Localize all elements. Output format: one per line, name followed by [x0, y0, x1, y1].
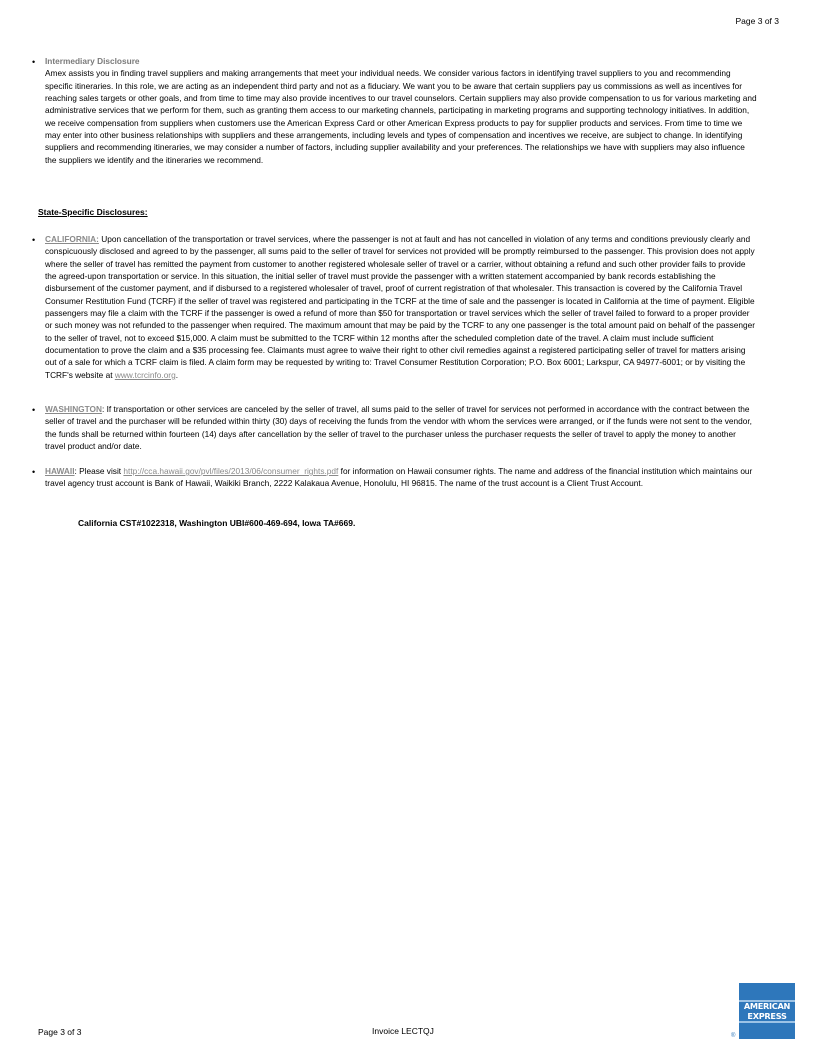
bullet-dot: • [32, 405, 36, 415]
logo-text [739, 1001, 795, 1021]
hawaii-consumer-rights-link[interactable]: http://cca.hawaii.gov/pvl/files/2013/06/consumer_rights.pdf [123, 466, 339, 476]
tcrf-website-link[interactable]: www.tcrcinfo.org [114, 369, 176, 380]
bullet-dot: • [32, 57, 36, 67]
california-body: Upon cancellation of the transportation or travel services, where the passenger is not at fault and has not cancelled in violation of any terms and conditions previously clearly and conspicuously disclosed and agreed to by the passenger, all sums paid to the seller of travel for services not provided will be promptly reimbursed to the passenger. This provision does not apply where the seller of travel has remitted the payment from customer to another registered wholesale seller of travel or a carrier, without obtaining a refund and such other provider fails to provide the agreed-upon transportation or service. In this situation, the initial seller of travel must provide the passenger with a written statement accompanied by bank records establishing the disbursement of the customer payment, and if disbursed to a registered wholesaler of travel, proof of current registration of that wholesaler. This transaction is covered by the California Travel Consumer Restitution Fund (TCRF) if the seller of travel was registered and participating in the TCRF at the time of sale and the passenger is located in California at the time of payment. Eligible passengers may file a claim with the TCRF if the passenger is owed a refund of more than $50 for transportation or travel services which the seller of travel failed to forward to a proper provider or such money was not refunded to the passenger when required. The maximum amount that may be paid by the TCRF to any one passenger is the total amount paid on behalf of the passenger to the seller of travel, not to exceed $15,000. A claim must be submitted to the TCRF within 12 months after the scheduled completion date of the travel. A claim must include sufficient documentation to prove the claim and a $35 processing fee. Claimants must agree to waive their right to other civil remedies against a registered participating seller of travel for matters arising out of a sale for which a TCRF claim is filed. A claim form may be requested by writing to: Travel Consumer Restitution Corporation; P.O. Box 6001; Larkspur, CA 94977-6001; or by visiting the TCRF's website at [45, 234, 755, 380]
hawaii-label: HAWAII [45, 466, 75, 476]
american-express-logo [739, 983, 795, 1039]
logo-line-1: AMERICAN [743, 1001, 791, 1011]
california-disclosure [45, 233, 757, 381]
intermediary-body: Amex assists you in finding travel suppliers and making arrangements that meet your individual needs. We consider various factors in identifying travel suppliers to you and recommending specific itineraries. In this role, we are acting as an independent third party and not as a fiduciary. We want you to be aware that certain suppliers pay us commissions as well as incentives for reaching sales targets or other goals, and from time to time may also provide incentives to our travel counselors. Certain suppliers may also provide compensation to us for various marketing and administrative services that we perform for them, such as granting them access to our marketing channels, participating in marketing programs and supporting technology initiatives. In addition, we receive compensation from suppliers when customers use the American Express Card or other American Express products to pay for supplier products and services. From time to time we may enter into other business relationships with suppliers and these arrangements, including levels and types of compensation and incentives we receive, are subject to change. In identifying suppliers and recommending itineraries, we may consider a number of factors, including supplier availability and your preferences. The relationships we have with suppliers may also influence the suppliers we identify and the itineraries we recommend. [45, 68, 757, 165]
page-number-top: Page 3 of 3 [735, 16, 779, 26]
page-number-bottom: Page 3 of 3 [38, 1027, 82, 1037]
state-specific-heading: State-Specific Disclosures: [38, 207, 148, 217]
california-label: CALIFORNIA: [45, 234, 99, 244]
logo-line-2: EXPRESS [747, 1011, 787, 1021]
registered-mark: ® [731, 1033, 736, 1039]
bullet-dot: • [32, 235, 36, 245]
washington-body: : If transportation or other services are canceled by the seller of travel, all sums paid to the seller of travel for services not performed in accordance with the contract between the seller of travel and the purchaser will be refunded within thirty (30) days of receiving the funds from the vendor with whom the services were arranged, or if the funds were not sent to the vendor, the funds shall be returned within fourteen (14) days after cancellation by the seller of travel to the purchaser unless the purchaser requests the seller of travel to apply the money to another travel product and/or date. [45, 404, 752, 452]
washington-disclosure [45, 403, 757, 452]
bullet-dot: • [32, 467, 36, 477]
intermediary-disclosure [45, 55, 757, 166]
registration-numbers: California CST#1022318, Washington UBI#600-469-694, Iowa TA#669. [78, 518, 356, 528]
hawaii-body: for information on Hawaii consumer rights. The name and address of the financial institution which maintains our travel agency trust account is Bank of Hawaii, Waikiki Branch, 2222 Kalakaua Avenue, Honolulu, HI 96815. The name of the trust account is a Client Trust Account. [45, 466, 753, 489]
hawaii-pre: : Please visit [74, 466, 124, 476]
hawaii-disclosure [45, 465, 757, 490]
intermediary-title: Intermediary Disclosure [45, 56, 140, 66]
invoice-number: Invoice LECTQJ [372, 1026, 434, 1036]
washington-label: WASHINGTON [45, 404, 103, 414]
california-tail: . [175, 369, 179, 380]
